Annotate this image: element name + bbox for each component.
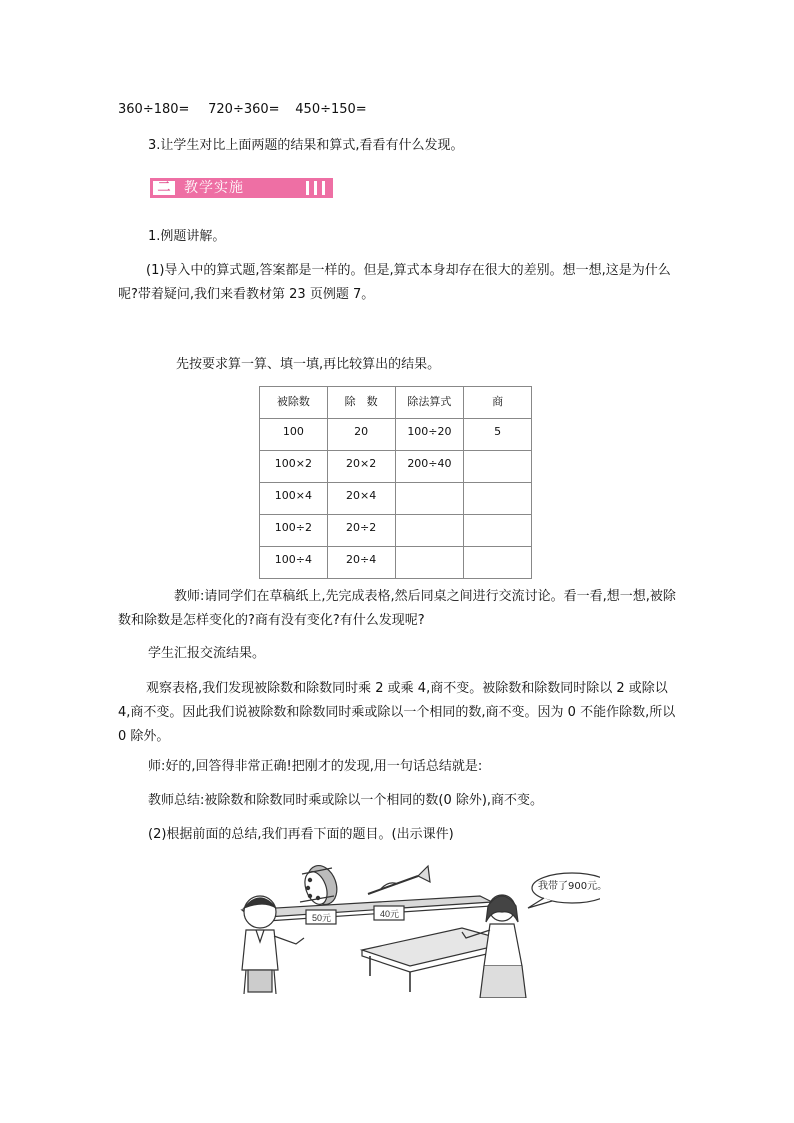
speech-bubble-text: 我带了900元。	[538, 881, 608, 892]
paragraph-example-heading: 1.例题讲解。	[148, 229, 226, 244]
paragraph-teacher-good: 师:好的,回答得非常正确!把刚才的发现,用一句话总结就是:	[148, 759, 483, 774]
table-instruction: 先按要求算一算、填一填,再比较算出的结果。	[176, 357, 441, 372]
equations-line	[118, 98, 367, 122]
drum-icon	[300, 861, 342, 908]
paragraph-teacher-summary: 教师总结:被除数和除数同时乘或除以一个相同的数(0 除外),商不变。	[148, 793, 544, 808]
paragraph-student-report: 学生汇报交流结果。	[148, 646, 266, 661]
section-header	[150, 178, 333, 198]
equation-1: 360÷180=	[118, 102, 190, 117]
table-cell: 20	[327, 419, 395, 451]
table-cell: 100	[260, 419, 328, 451]
section-stripe	[314, 181, 317, 195]
trumpet-icon	[368, 866, 430, 894]
table-cell: 20÷4	[327, 547, 395, 579]
header-cell: 被除数	[260, 387, 328, 419]
price-trumpet-label: 40元	[380, 909, 400, 919]
table-cell: 20×2	[327, 451, 395, 483]
paragraph-next-question: (2)根据前面的总结,我们再看下面的题目。(出示课件)	[148, 827, 454, 842]
table-cell: 100÷2	[260, 515, 328, 547]
table-cell: 100×4	[260, 483, 328, 515]
section-title: 教学实施	[184, 180, 244, 196]
division-table	[259, 386, 532, 579]
paragraph-step-3: 3.让学生对比上面两题的结果和算式,看看有什么发现。	[148, 138, 464, 153]
classroom-illustration	[230, 858, 600, 998]
table-cell: 100÷4	[260, 547, 328, 579]
table-cell	[395, 515, 464, 547]
section-stripe	[306, 181, 309, 195]
table-row	[260, 547, 532, 579]
table-cell	[464, 451, 532, 483]
paragraph-teacher-prompt: 教师:请同学们在草稿纸上,先完成表格,然后同桌之间进行交流讨论。看一看,想一想,被除数和除数是怎样变化的?商有没有变化?有什么发现呢?	[118, 589, 676, 628]
table-cell: 5	[464, 419, 532, 451]
table-row	[260, 419, 532, 451]
paragraph-observation: 观察表格,我们发现被除数和除数同时乘 2 或乘 4,商不变。被除数和除数同时除以 2 或除以 4,商不变。因此我们说被除数和除数同时乘或除以一个相同的数,商不变。因为 0 不能作除数,所以 0 除外。	[118, 681, 676, 744]
table-cell	[464, 547, 532, 579]
table-cell	[395, 547, 464, 579]
table-row	[260, 451, 532, 483]
table-row	[260, 483, 532, 515]
header-cell: 除 数	[327, 387, 395, 419]
table-cell: 100×2	[260, 451, 328, 483]
table-cell	[464, 515, 532, 547]
header-cell: 除法算式	[395, 387, 464, 419]
table-row	[260, 515, 532, 547]
section-stripe	[322, 181, 325, 195]
price-drum-label: 50元	[312, 913, 332, 923]
equation-2: 720÷360=	[208, 102, 280, 117]
table-cell: 20×4	[327, 483, 395, 515]
table-header-row	[260, 387, 532, 419]
table-cell: 20÷2	[327, 515, 395, 547]
table-cell	[464, 483, 532, 515]
table-cell: 200÷40	[395, 451, 464, 483]
table-cell: 100÷20	[395, 419, 464, 451]
table-cell	[395, 483, 464, 515]
header-cell: 商	[464, 387, 532, 419]
section-number: 二	[152, 180, 176, 196]
paragraph-example-intro: (1)导入中的算式题,答案都是一样的。但是,算式本身却存在很大的差别。想一想,这是为什么呢?带着疑问,我们来看教材第 23 页例题 7。	[118, 263, 671, 302]
equation-3: 450÷150=	[295, 102, 367, 117]
